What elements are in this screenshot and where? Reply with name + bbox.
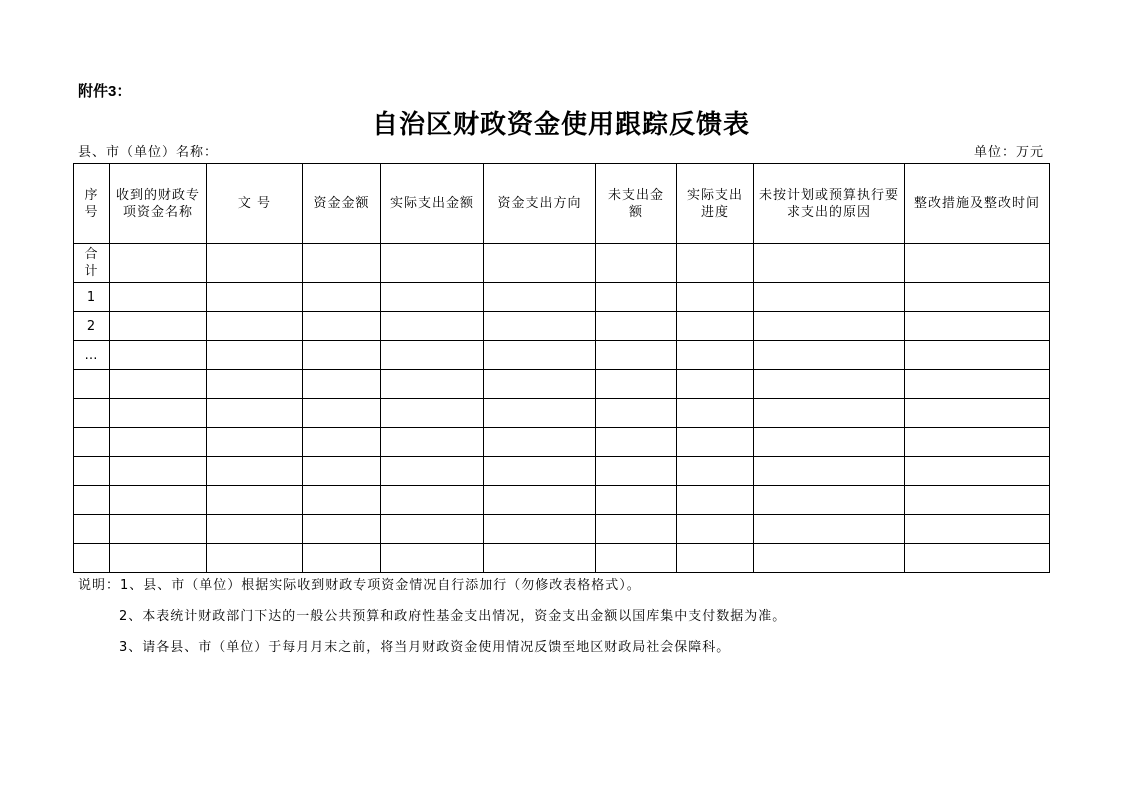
- table-cell: [754, 515, 905, 544]
- row-serial: …: [74, 341, 110, 370]
- table-cell: [754, 399, 905, 428]
- table-row: [74, 428, 1050, 457]
- page-title: 自治区财政资金使用跟踪反馈表: [371, 110, 750, 140]
- table-cell: [381, 428, 484, 457]
- table-cell: [484, 544, 596, 573]
- table-cell: [596, 312, 677, 341]
- table-cell: [110, 515, 207, 544]
- table-row: [74, 544, 1050, 573]
- table-cell: [905, 544, 1050, 573]
- table-cell: [207, 486, 303, 515]
- table-cell: [754, 428, 905, 457]
- table-cell: [381, 244, 484, 283]
- table-cell: [110, 283, 207, 312]
- header-unspent-amount: 未支出金额: [596, 164, 677, 244]
- table-cell: [303, 515, 381, 544]
- unit-label: 单位：万元: [973, 145, 1044, 160]
- table-cell: [207, 283, 303, 312]
- table-cell: [207, 244, 303, 283]
- row-serial: 2: [74, 312, 110, 341]
- table-cell: [596, 283, 677, 312]
- table-cell: [596, 544, 677, 573]
- row-serial: 合计: [74, 244, 110, 283]
- table-cell: [303, 244, 381, 283]
- table-cell: [484, 486, 596, 515]
- table-cell: [207, 399, 303, 428]
- table-cell: [677, 283, 754, 312]
- table-cell: [677, 341, 754, 370]
- table-row: [74, 486, 1050, 515]
- table-cell: [484, 399, 596, 428]
- row-serial: [74, 515, 110, 544]
- table-cell: [110, 341, 207, 370]
- table-cell: [381, 312, 484, 341]
- header-actual-spend: 实际支出金额: [381, 164, 484, 244]
- table-cell: [677, 515, 754, 544]
- table-cell: [905, 341, 1050, 370]
- table-cell: [303, 544, 381, 573]
- table-cell: [484, 370, 596, 399]
- table-cell: [905, 370, 1050, 399]
- table-cell: [303, 457, 381, 486]
- table-cell: [596, 370, 677, 399]
- table-cell: [754, 244, 905, 283]
- attachment-label: 附件3：: [78, 83, 132, 100]
- table-cell: [677, 399, 754, 428]
- table-row: [74, 341, 1050, 370]
- table-cell: [381, 544, 484, 573]
- table-cell: [110, 544, 207, 573]
- table-cell: [303, 428, 381, 457]
- table-cell: [596, 457, 677, 486]
- table-cell: [596, 486, 677, 515]
- table-cell: [484, 457, 596, 486]
- table-cell: [596, 399, 677, 428]
- note-1: 说明：1、县、市（单位）根据实际收到财政专项资金情况自行添加行（勿修改表格格式）。: [78, 578, 641, 593]
- header-unmet-reason: 未按计划或预算执行要求支出的原因: [754, 164, 905, 244]
- table-cell: [303, 312, 381, 341]
- note-2: 2、本表统计财政部门下达的一般公共预算和政府性基金支出情况，资金支出金额以国库集中支付数据为准。: [119, 609, 787, 624]
- table-cell: [677, 244, 754, 283]
- table-cell: [677, 312, 754, 341]
- table-cell: [381, 486, 484, 515]
- table-cell: [677, 370, 754, 399]
- table-cell: [677, 428, 754, 457]
- row-serial: [74, 428, 110, 457]
- table-cell: [754, 312, 905, 341]
- table-cell: [596, 341, 677, 370]
- row-serial: [74, 544, 110, 573]
- table-cell: [484, 428, 596, 457]
- table-cell: [905, 428, 1050, 457]
- row-serial: [74, 370, 110, 399]
- header-spend-progress: 实际支出进度: [677, 164, 754, 244]
- table-cell: [110, 312, 207, 341]
- header-document-number: 文 号: [207, 164, 303, 244]
- row-serial: 1: [74, 283, 110, 312]
- table-cell: [207, 370, 303, 399]
- table-row: [74, 457, 1050, 486]
- table-cell: [905, 457, 1050, 486]
- table-cell: [303, 399, 381, 428]
- table-cell: [381, 341, 484, 370]
- note-3: 3、请各县、市（单位）于每月月末之前，将当月财政资金使用情况反馈至地区财政局社会保障科。: [119, 640, 731, 655]
- table-cell: [207, 515, 303, 544]
- table-cell: [303, 341, 381, 370]
- table-row-total: [74, 244, 1050, 283]
- table-header-row: [74, 164, 1050, 244]
- header-spend-direction: 资金支出方向: [484, 164, 596, 244]
- table-cell: [110, 399, 207, 428]
- table-cell: [905, 515, 1050, 544]
- table-cell: [484, 341, 596, 370]
- table-cell: [905, 399, 1050, 428]
- table-cell: [303, 486, 381, 515]
- table-cell: [110, 244, 207, 283]
- county-name-label: 县、市（单位）名称：: [78, 145, 219, 160]
- table-cell: [754, 283, 905, 312]
- header-serial: 序号: [74, 164, 110, 244]
- table-cell: [905, 312, 1050, 341]
- row-serial: [74, 399, 110, 428]
- table-cell: [754, 544, 905, 573]
- table-row: [74, 370, 1050, 399]
- header-fund-amount: 资金金额: [303, 164, 381, 244]
- table-cell: [207, 544, 303, 573]
- table-cell: [110, 370, 207, 399]
- table-cell: [484, 515, 596, 544]
- table-cell: [596, 515, 677, 544]
- header-rectification: 整改措施及整改时间: [905, 164, 1050, 244]
- table-cell: [207, 457, 303, 486]
- table-cell: [484, 312, 596, 341]
- table-cell: [677, 544, 754, 573]
- table-cell: [596, 244, 677, 283]
- table-row: [74, 283, 1050, 312]
- table-cell: [207, 341, 303, 370]
- table-cell: [677, 457, 754, 486]
- table-row: [74, 312, 1050, 341]
- table-cell: [905, 283, 1050, 312]
- feedback-table: [73, 163, 1050, 573]
- table-cell: [754, 370, 905, 399]
- table-cell: [303, 370, 381, 399]
- table-cell: [381, 399, 484, 428]
- table-cell: [677, 486, 754, 515]
- table-row: [74, 515, 1050, 544]
- table-cell: [596, 428, 677, 457]
- table-cell: [110, 428, 207, 457]
- table-cell: [754, 486, 905, 515]
- table-cell: [110, 457, 207, 486]
- table-cell: [905, 244, 1050, 283]
- table-cell: [381, 515, 484, 544]
- row-serial: [74, 486, 110, 515]
- header-fund-name: 收到的财政专项资金名称: [110, 164, 207, 244]
- table-cell: [110, 486, 207, 515]
- table-row: [74, 399, 1050, 428]
- table-cell: [303, 283, 381, 312]
- table-cell: [754, 457, 905, 486]
- table-cell: [905, 486, 1050, 515]
- table-cell: [754, 341, 905, 370]
- table-cell: [484, 283, 596, 312]
- table-cell: [381, 370, 484, 399]
- row-serial: [74, 457, 110, 486]
- table-cell: [207, 428, 303, 457]
- table-cell: [207, 312, 303, 341]
- table-cell: [484, 244, 596, 283]
- table-cell: [381, 283, 484, 312]
- table-cell: [381, 457, 484, 486]
